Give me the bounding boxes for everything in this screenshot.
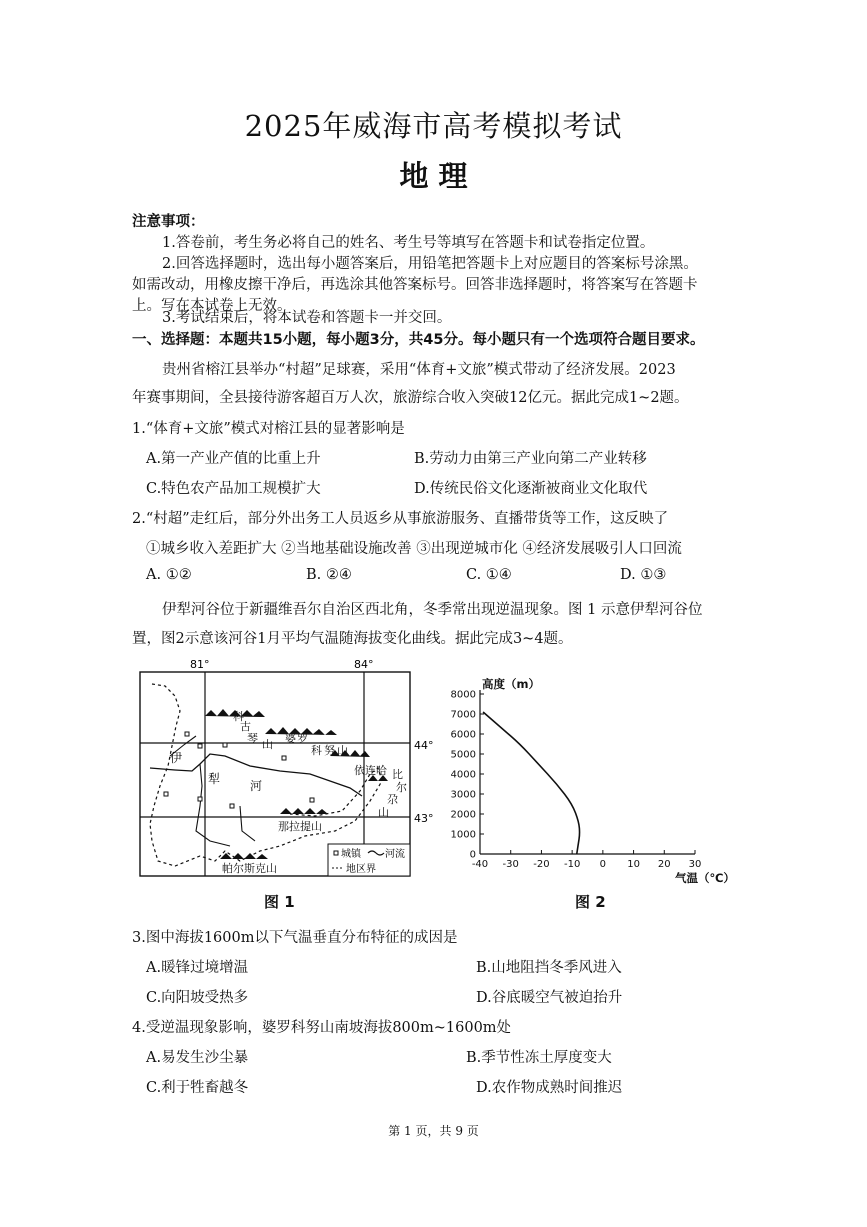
town-marker (310, 798, 314, 802)
legend-boundary: 地区界 (346, 864, 376, 875)
label-shan1: 山 (262, 738, 273, 751)
town-marker (230, 804, 234, 808)
passage1-line1: 贵州省榕江县举办“村超”足球赛，采用“体育+文旅”模式带动了经济发展。2023 (162, 362, 676, 378)
notice-item-2-end: 上。写在本试卷上无效。 (132, 298, 292, 314)
lon-81-label: 81° (190, 658, 210, 671)
notice-item-3: 3.考试结束后，将本试卷和答题卡一并交回。 (162, 310, 452, 326)
notice-item-2-cont: 如需改动，用橡皮擦干净后，再选涂其他答案标号。回答非选择题时，将答案写在答题卡 (132, 277, 698, 293)
q4-option-d: D.农作物成熟时间推迟 (476, 1080, 623, 1096)
label-er: 尔 (396, 781, 407, 794)
notice-item-1: 1.答卷前，考生务必将自己的姓名、考生号等填写在答题卡和试卷指定位置。 (162, 235, 655, 251)
x-tick-label: -10 (563, 859, 581, 870)
town-marker (282, 756, 286, 760)
q3-option-c: C.向阳坡受热多 (146, 990, 249, 1006)
x-tick-label: 30 (688, 859, 702, 870)
x-tick-label: -40 (471, 859, 489, 870)
town-marker (198, 744, 202, 748)
q3-option-a: A.暖锋过境增温 (146, 960, 249, 976)
q3-stem: 3.图中海拔1600m以下气温垂直分布特征的成因是 (132, 930, 458, 946)
legend-river: 河流 (385, 849, 405, 860)
q2-option-b: B. ②④ (306, 567, 352, 583)
section-heading: 一、选择题：本题共15小题，每小题3分，共45分。每小题只有一个选项符合题目要求。 (132, 332, 705, 348)
y-tick-label: 6000 (450, 729, 476, 741)
y-tick-label: 1000 (450, 829, 476, 841)
y-tick-label: 4000 (450, 769, 476, 781)
y-tick-label: 0 (469, 849, 476, 861)
y-tick-label: 3000 (450, 789, 476, 801)
label-po: 婆 (285, 732, 296, 745)
x-tick-label: -30 (502, 859, 519, 870)
lat-43-label: 43° (414, 812, 434, 825)
passage2-line1: 伊犁河谷位于新疆维吾尔自治区西北角，冬季常出现逆温现象。图 1 示意伊犁河谷位 (162, 602, 703, 618)
label-gu: 古 (240, 720, 251, 733)
y-tick-label: 8000 (450, 689, 476, 701)
figure2-chart (440, 672, 740, 887)
q4-stem: 4.受逆温现象影响，婆罗科努山南坡海拔800m~1600m处 (132, 1020, 512, 1036)
label-ke: 科 (233, 710, 244, 723)
passage2-line2: 置，图2示意该河谷1月平均气温随海拔变化曲线。据此完成3~4题。 (132, 631, 573, 647)
label-nu: 努 (324, 744, 335, 757)
town-marker (198, 797, 202, 801)
label-bi: 比 (392, 768, 403, 781)
label-nalati: 那拉提山 (278, 820, 322, 833)
lat-44-label: 44° (414, 739, 434, 752)
q1-option-a: A.第一产业产值的比重上升 (146, 451, 321, 467)
exam-title: 2025年威海市高考模拟考试 (244, 109, 623, 143)
legend-town: 城镇 (341, 849, 361, 860)
q2-option-c: C. ①④ (466, 567, 512, 583)
figure1-caption: 图 1 (264, 893, 295, 911)
town-marker (164, 792, 168, 796)
label-shan2: 山 (337, 744, 348, 757)
q1-option-b: B.劳动力由第三产业向第二产业转移 (414, 451, 647, 467)
q2-stem: 2.“村超”走红后，部分外出务工人员返乡从事旅游服务、直播带货等工作，这反映了 (132, 511, 669, 527)
q4-option-a: A.易发生沙尘暴 (146, 1050, 249, 1066)
town-marker (223, 743, 227, 747)
q4-option-c: C.利于牲畜越冬 (146, 1080, 249, 1096)
passage1-line2: 年赛事期间，全县接待游客超百万人次，旅游综合收入突破12亿元。据此完成1~2题。 (132, 390, 689, 406)
q1-stem: 1.“体育+文旅”模式对榕江县的显著影响是 (132, 421, 405, 437)
x-tick-label: 0 (599, 859, 607, 870)
label-yi: 伊 (170, 751, 183, 765)
y-tick-label: 7000 (450, 709, 476, 721)
label-parsk: 帕尔斯克山 (222, 862, 277, 875)
q3-option-b: B.山地阻挡冬季风进入 (476, 960, 622, 976)
subject-title: 地 理 (399, 159, 468, 193)
label-shan3: 山 (378, 806, 389, 819)
label-qin: 琴 (247, 732, 258, 745)
notice-item-2: 2.回答选择题时，选出每小题答案后，用铅笔把答题卡上对应题目的答案标号涂黑。 (162, 256, 698, 272)
legend-town-icon (334, 851, 338, 855)
temperature-altitude-curve (483, 712, 579, 854)
q3-option-d: D.谷底暖空气被迫抬升 (476, 990, 623, 1006)
q1-option-c: C.特色农产品加工规模扩大 (146, 481, 321, 497)
figure2-caption: 图 2 (575, 893, 606, 911)
q2-option-a: A. ①② (146, 567, 192, 583)
region-boundary (150, 684, 382, 866)
x-tick-label: 10 (627, 859, 640, 870)
label-luo: 罗 (297, 732, 308, 745)
y-tick-label: 5000 (450, 749, 476, 761)
x-tick-label: -20 (533, 859, 550, 870)
notice-heading: 注意事项： (132, 214, 205, 230)
q2-statements: ①城乡收入差距扩大 ②当地基础设施改善 ③出现逆城市化 ④经济发展吸引人口回流 (146, 541, 682, 557)
label-yilianha: 依连哈 (354, 764, 387, 777)
page-footer: 第 1 页，共 9 页 (388, 1124, 479, 1138)
label-ke2: 科 (311, 744, 322, 757)
town-marker (185, 732, 189, 736)
q4-option-b: B.季节性冻土厚度变大 (466, 1050, 612, 1066)
label-he: 河 (250, 779, 263, 793)
lon-84-label: 84° (354, 658, 374, 671)
map-legend (328, 844, 410, 876)
label-ga: 尕 (387, 793, 398, 806)
y-tick-label: 2000 (450, 809, 476, 821)
label-li: 犁 (208, 772, 221, 786)
y-axis-title: 高度（m） (482, 677, 540, 691)
figure1-map (130, 656, 434, 886)
x-axis-title: 气温（℃） (675, 871, 735, 885)
river-branch-2 (240, 806, 255, 841)
q1-option-d: D.传统民俗文化逐渐被商业文化取代 (414, 481, 648, 497)
q2-option-d: D. ①③ (620, 567, 667, 583)
x-tick-label: 20 (657, 859, 671, 870)
